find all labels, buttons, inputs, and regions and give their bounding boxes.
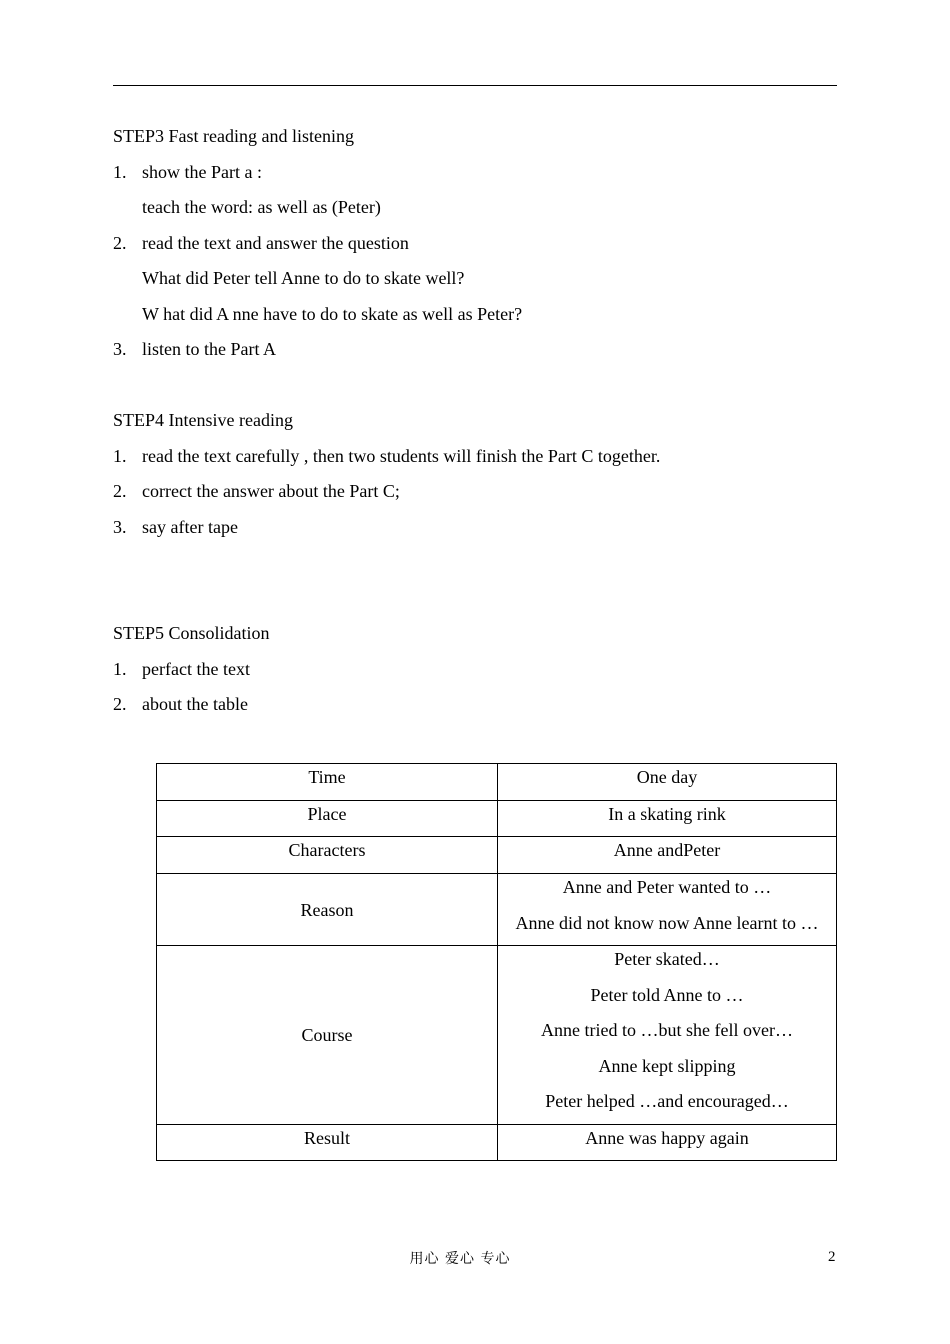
table-value-characters: Anne andPeter — [498, 837, 837, 874]
step4-item-2-text: correct the answer about the Part C; — [142, 481, 400, 501]
table-label-reason: Reason — [157, 874, 498, 946]
table-value-time: One day — [498, 764, 837, 801]
table-value-reason — [498, 874, 837, 946]
table-value-place: In a skating rink — [498, 801, 837, 837]
table-value-reason-line: Anne and Peter wanted to … — [562, 877, 772, 897]
table-label-characters: Characters — [157, 837, 498, 874]
step3-question-1: What did Peter tell Anne to do to skate well? — [142, 268, 465, 288]
step3-item-1-text: show the Part a : — [142, 162, 262, 182]
table-value-course-line: Peter helped …and encouraged… — [545, 1091, 789, 1111]
step5-item-2-number: 2. — [113, 694, 127, 714]
table-value-course-line: Peter told Anne to … — [590, 984, 744, 1005]
step3-heading: STEP3 Fast reading and listening — [113, 126, 354, 146]
step5-item-2-text: about the table — [142, 694, 248, 714]
table-row-reason — [157, 874, 837, 946]
story-table — [156, 763, 837, 1161]
table-value-course-line: Anne kept slipping — [598, 1055, 736, 1076]
step3-item-1-number: 1. — [113, 162, 127, 182]
step3-item-2-number: 2. — [113, 233, 127, 253]
step4-item-2-number: 2. — [113, 481, 127, 501]
table-row-place — [157, 801, 837, 837]
table-value-course — [498, 946, 837, 1125]
table-row-course — [157, 946, 837, 1125]
table-value-course-line: Peter skated… — [614, 949, 720, 969]
step4-item-1-number: 1. — [113, 446, 127, 466]
table-value-course-line: Anne tried to …but she fell over… — [541, 1020, 793, 1040]
footer-motto: 用心 爱心 专心 — [409, 1251, 511, 1267]
step3-item-2-text: read the text and answer the question — [142, 233, 409, 253]
table-label-place: Place — [157, 801, 498, 837]
step5-item-1-text: perfact the text — [142, 659, 250, 679]
step3-item-1-sub: teach the word: as well as (Peter) — [142, 197, 381, 217]
table-label-result: Result — [157, 1125, 498, 1161]
header-rule — [113, 85, 837, 86]
page-number: 2 — [828, 1249, 836, 1265]
step3-item-3-text: listen to the Part A — [142, 339, 276, 359]
table-row-characters — [157, 837, 837, 874]
step5-heading: STEP5 Consolidation — [113, 623, 270, 643]
table-label-course: Course — [157, 946, 498, 1125]
step5-item-1-number: 1. — [113, 659, 127, 679]
table-value-result: Anne was happy again — [498, 1125, 837, 1161]
table-row-result — [157, 1125, 837, 1161]
step3-question-2: W hat did A nne have to do to skate as well as Peter? — [142, 304, 523, 324]
step4-heading: STEP4 Intensive reading — [113, 410, 293, 430]
table-row-time — [157, 764, 837, 801]
table-label-time: Time — [157, 764, 498, 801]
step3-item-3-number: 3. — [113, 339, 127, 359]
step4-item-3-number: 3. — [113, 517, 127, 537]
table-value-reason-line: Anne did not know now Anne learnt to … — [515, 912, 819, 933]
step4-item-1-text: read the text carefully , then two students will finish the Part C together. — [142, 446, 661, 466]
step4-item-3-text: say after tape — [142, 517, 238, 537]
